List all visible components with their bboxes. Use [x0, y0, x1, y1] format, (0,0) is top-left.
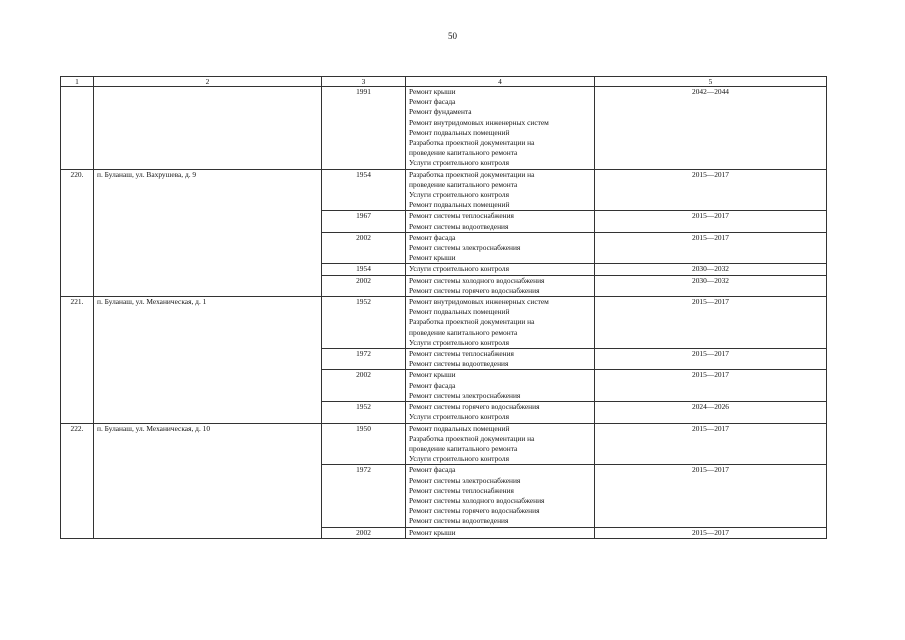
works-cell [406, 297, 595, 349]
period-cell: 2030—2032 [595, 264, 827, 275]
table-header-row [61, 77, 827, 87]
year-cell: 1954 [322, 264, 406, 275]
work-item: Ремонт системы водоотведения [409, 359, 509, 369]
address-cell: п. Буланаш, ул. Механическая, д. 1 [94, 297, 322, 423]
page-number: 50 [448, 31, 457, 41]
year-cell: 1972 [322, 349, 406, 370]
work-item: Ремонт фасада [409, 380, 456, 390]
header-col-3: 3 [322, 77, 406, 87]
work-item: Ремонт системы теплоснабжения [409, 211, 514, 221]
row-number-cell: 220. [61, 169, 94, 296]
works-cell [406, 465, 595, 527]
period-cell: 2015—2017 [595, 370, 827, 402]
work-item: Ремонт крыши [409, 527, 456, 537]
work-item: Услуги строительного контроля [409, 190, 509, 200]
work-item: Ремонт системы теплоснабжения [409, 349, 514, 359]
work-item: проведение капитального ремонта [409, 148, 518, 158]
year-cell: 1972 [322, 465, 406, 527]
address-cell [94, 87, 322, 170]
work-item: Ремонт системы теплоснабжения [409, 485, 514, 495]
period-cell: 2042—2044 [595, 87, 827, 170]
work-item: Ремонт системы электроснабжения [409, 475, 521, 485]
work-item: Ремонт системы горячего водоснабжения [409, 285, 540, 295]
work-item: Ремонт подвальных помещений [409, 423, 510, 433]
row-number-cell: 221. [61, 297, 94, 423]
row-number-cell [61, 87, 94, 170]
period-cell: 2015—2017 [595, 465, 827, 527]
work-item: Ремонт системы электроснабжения [409, 243, 521, 253]
period-cell: 2015—2017 [595, 211, 827, 232]
works-cell [406, 232, 595, 264]
works-cell [406, 275, 595, 296]
work-item: Услуги строительного контроля [409, 158, 509, 168]
work-item: проведение капитального ремонта [409, 443, 518, 453]
work-item: Ремонт подвальных помещений [409, 200, 510, 210]
year-cell: 1954 [322, 169, 406, 211]
work-item: Ремонт подвальных помещений [409, 307, 510, 317]
work-item: Услуги строительного контроля [409, 454, 509, 464]
header-col-4: 4 [406, 77, 595, 87]
year-cell: 1967 [322, 211, 406, 232]
work-item: Ремонт внутридомовых инженерных систем [409, 297, 549, 307]
period-cell: 2030—2032 [595, 275, 827, 296]
table-row [61, 87, 827, 170]
work-item: Ремонт крыши [409, 370, 456, 380]
work-item: Ремонт системы холодного водоснабжения [409, 275, 545, 285]
year-cell: 1952 [322, 402, 406, 423]
repair-schedule-table [60, 76, 827, 539]
work-item: Ремонт фундамента [409, 107, 472, 117]
works-cell [406, 402, 595, 423]
works-cell [406, 264, 595, 275]
work-item: Ремонт системы водоотведения [409, 221, 509, 231]
year-cell: 1952 [322, 297, 406, 349]
table-row [61, 297, 827, 349]
period-cell: 2015—2017 [595, 169, 827, 211]
work-item: проведение капитального ремонта [409, 179, 518, 189]
row-number-cell: 222. [61, 423, 94, 538]
work-item: Ремонт системы электроснабжения [409, 390, 521, 400]
period-cell: 2015—2017 [595, 527, 827, 538]
works-cell [406, 169, 595, 211]
year-cell: 2002 [322, 232, 406, 264]
work-item: Ремонт внутридомовых инженерных систем [409, 117, 549, 127]
period-cell: 2015—2017 [595, 423, 827, 465]
header-col-5: 5 [595, 77, 827, 87]
period-cell: 2015—2017 [595, 297, 827, 349]
work-item: Ремонт крыши [409, 87, 456, 96]
work-item: Ремонт системы горячего водоснабжения [409, 506, 540, 516]
header-col-2: 2 [94, 77, 322, 87]
work-item: Разработка проектной документации на [409, 138, 535, 148]
work-item: Ремонт фасада [409, 97, 456, 107]
work-item: проведение капитального ремонта [409, 327, 518, 337]
year-cell: 2002 [322, 275, 406, 296]
address-cell: п. Буланаш, ул. Механическая, д. 10 [94, 423, 322, 538]
work-item: Услуги строительного контроля [409, 412, 509, 422]
works-cell [406, 527, 595, 538]
work-item: Разработка проектной документации на [409, 317, 535, 327]
works-cell [406, 87, 595, 170]
table-row [61, 169, 827, 211]
works-cell [406, 423, 595, 465]
work-item: Ремонт системы холодного водоснабжения [409, 495, 545, 505]
year-cell: 1950 [322, 423, 406, 465]
works-cell [406, 211, 595, 232]
works-cell [406, 349, 595, 370]
work-item: Ремонт фасада [409, 232, 456, 242]
year-cell: 2002 [322, 527, 406, 538]
work-item: Услуги строительного контроля [409, 337, 509, 347]
work-item: Ремонт подвальных помещений [409, 127, 510, 137]
work-item: Услуги строительного контроля [409, 264, 509, 274]
work-item: Ремонт фасада [409, 465, 456, 475]
table-row [61, 423, 827, 465]
work-item: Ремонт системы водоотведения [409, 516, 509, 526]
header-col-1: 1 [61, 77, 94, 87]
works-cell [406, 370, 595, 402]
work-item: Разработка проектной документации на [409, 433, 535, 443]
address-cell: п. Буланаш, ул. Вахрушева, д. 9 [94, 169, 322, 296]
period-cell: 2015—2017 [595, 349, 827, 370]
work-item: Ремонт крыши [409, 253, 456, 263]
period-cell: 2015—2017 [595, 232, 827, 264]
year-cell: 2002 [322, 370, 406, 402]
work-item: Ремонт системы горячего водоснабжения [409, 402, 540, 412]
year-cell: 1991 [322, 87, 406, 170]
work-item: Разработка проектной документации на [409, 169, 535, 179]
period-cell: 2024—2026 [595, 402, 827, 423]
